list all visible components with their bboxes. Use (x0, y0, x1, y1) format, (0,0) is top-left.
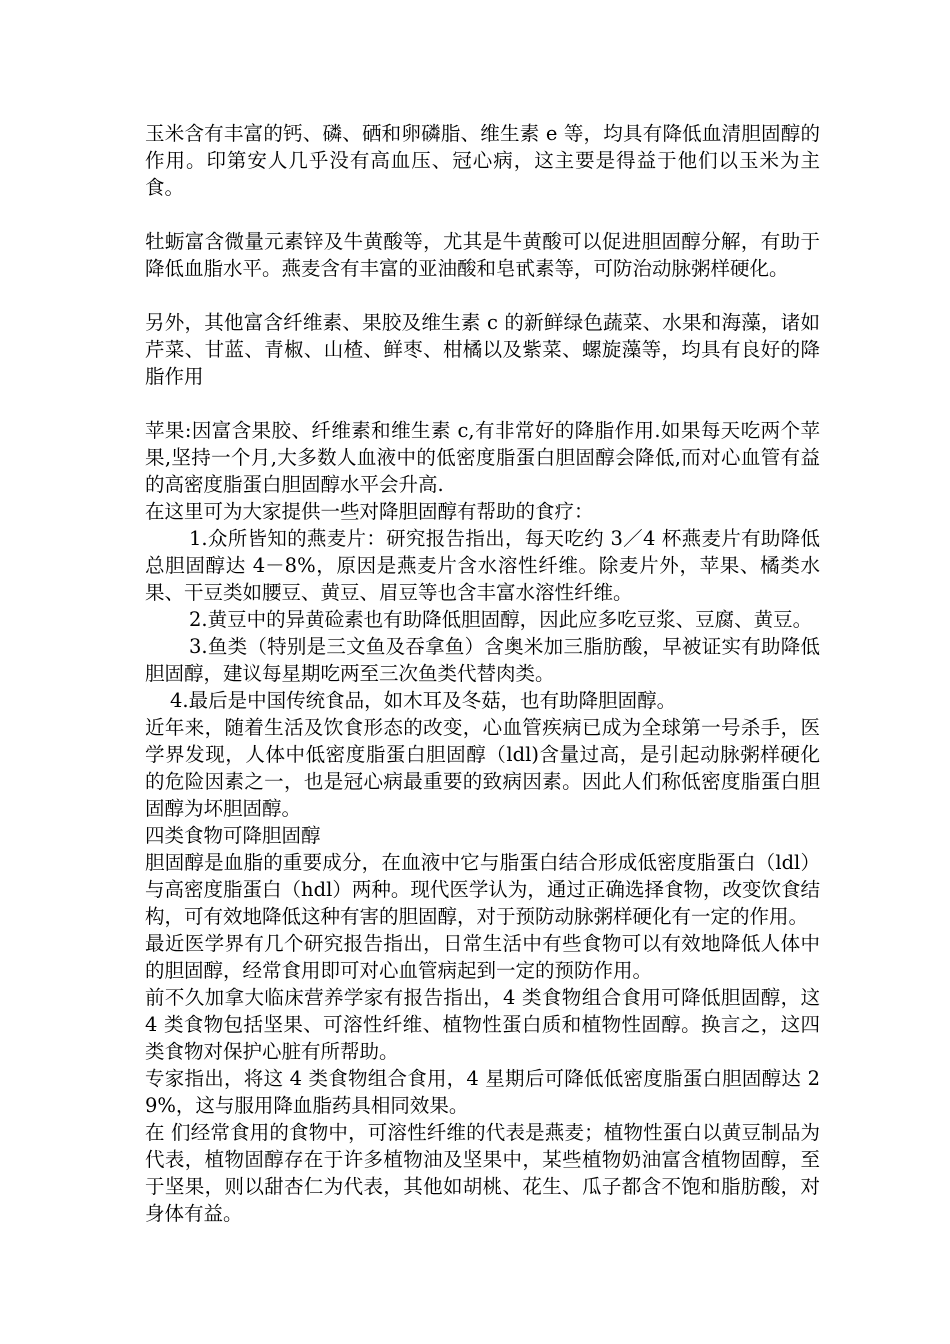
paragraph-gap (145, 390, 820, 417)
paragraph-canada: 前不久加拿大临床营养学家有报告指出，4 类食物组合食用可降低胆固醇，这 4 类食物包括坚果、可溶性纤维、植物性蛋白质和植物性固醇。换言之，这四类食物对保护心脏有所帮助。 (145, 986, 827, 1063)
paragraph-experts: 专家指出，将这 4 类食物组合食用，4 星期后可降低低密度脂蛋白胆固醇达 29%，这与服用降血脂药具相同效果。 (145, 1067, 820, 1117)
list-item-soybean: 2.黄豆中的异黄硷素也有助降低胆固醇，因此应多吃豆浆、豆腐、黄豆。 (189, 608, 813, 631)
list-item-oatmeal: 1.众所皆知的燕麦片：研究报告指出，每天吃约 3／4 杯燕麦片有助降低总胆固醇达 4－8%，原因是燕麦片含水溶性纤维。除麦片外，苹果、橘类水果、干豆类如腰豆、黄豆、眉豆等也含丰富水溶性纤维。 (145, 527, 820, 604)
list-item-fish: 3.鱼类（特别是三文鱼及吞拿鱼）含奥米加三脂肪酸，早被证实有助降低胆固醇，建议每星期吃两至三次鱼类代替肉类。 (145, 635, 820, 685)
list-item-traditional-food: 4.最后是中国传统食品，如木耳及冬菇，也有助降胆固醇。 (170, 689, 677, 712)
paragraph-recent-years: 近年来，随着生活及饮食形态的改变，心血管疾病已成为全球第一号杀手，医学界发现，人体中低密度脂蛋白胆固醇（ldl)含量过高，是引起动脉粥样硬化的危险因素之一，也是冠心病最重要的致病因素。因此人们称低密度脂蛋白胆固醇为坏胆固醇。 (145, 716, 820, 820)
paragraph-common-foods: 在 们经常食用的食物中，可溶性纤维的代表是燕麦；植物性蛋白以黄豆制品为代表，植物固醇存在于许多植物油及坚果中，某些植物奶油富含植物固醇，至于坚果，则以甜杏仁为代表，其他如胡桃、花生、瓜子都含不饱和脂肪酸，对身体有益。 (145, 1121, 820, 1225)
section-heading: 四类食物可降胆固醇 (145, 824, 321, 847)
paragraph-gap (145, 282, 820, 309)
paragraph-gap (145, 201, 820, 228)
document-page (145, 120, 827, 1227)
paragraph-oyster-oats: 牡蛎富含微量元素锌及牛黄酸等，尤其是牛黄酸可以促进胆固醇分解，有助于降低血脂水平。燕麦含有丰富的亚油酸和皂甙素等，可防治动脉粥样硬化。 (145, 230, 820, 280)
paragraph-cholesterol-definition: 胆固醇是血脂的重要成分，在血液中它与脂蛋白结合形成低密度脂蛋白（ldl）与高密度脂蛋白（hdl）两种。现代医学认为，通过正确选择食物，改变饮食结构，可有效地降低这种有害的胆固醇，对于预防动脉粥样硬化有一定的作用。 (145, 851, 820, 928)
paragraph-intro-diet: 在这里可为大家提供一些对降胆固醇有帮助的食疗： (145, 500, 594, 523)
paragraph-corn: 玉米含有丰富的钙、磷、硒和卵磷脂、维生素 e 等，均具有降低血清胆固醇的作用。印第安人几乎没有高血压、冠心病，这主要是得益于他们以玉米为主食。 (145, 122, 820, 199)
paragraph-research: 最近医学界有几个研究报告指出，日常生活中有些食物可以有效地降低人体中的胆固醇，经常食用即可对心血管病起到一定的预防作用。 (145, 932, 820, 982)
paragraph-apple: 苹果:因富含果胶、纤维素和维生素 c,有非常好的降脂作用.如果每天吃两个苹果,坚持一个月,大多数人血液中的低密度脂蛋白胆固醇会降低,而对心血管有益的高密度脂蛋白胆固醇水平会升高. (145, 419, 820, 496)
paragraph-vegetables: 另外，其他富含纤维素、果胶及维生素 c 的新鲜绿色蔬菜、水果和海藻，诸如芹菜、甘蓝、青椒、山楂、鲜枣、柑橘以及紫菜、螺旋藻等，均具有良好的降脂作用 (145, 311, 820, 388)
